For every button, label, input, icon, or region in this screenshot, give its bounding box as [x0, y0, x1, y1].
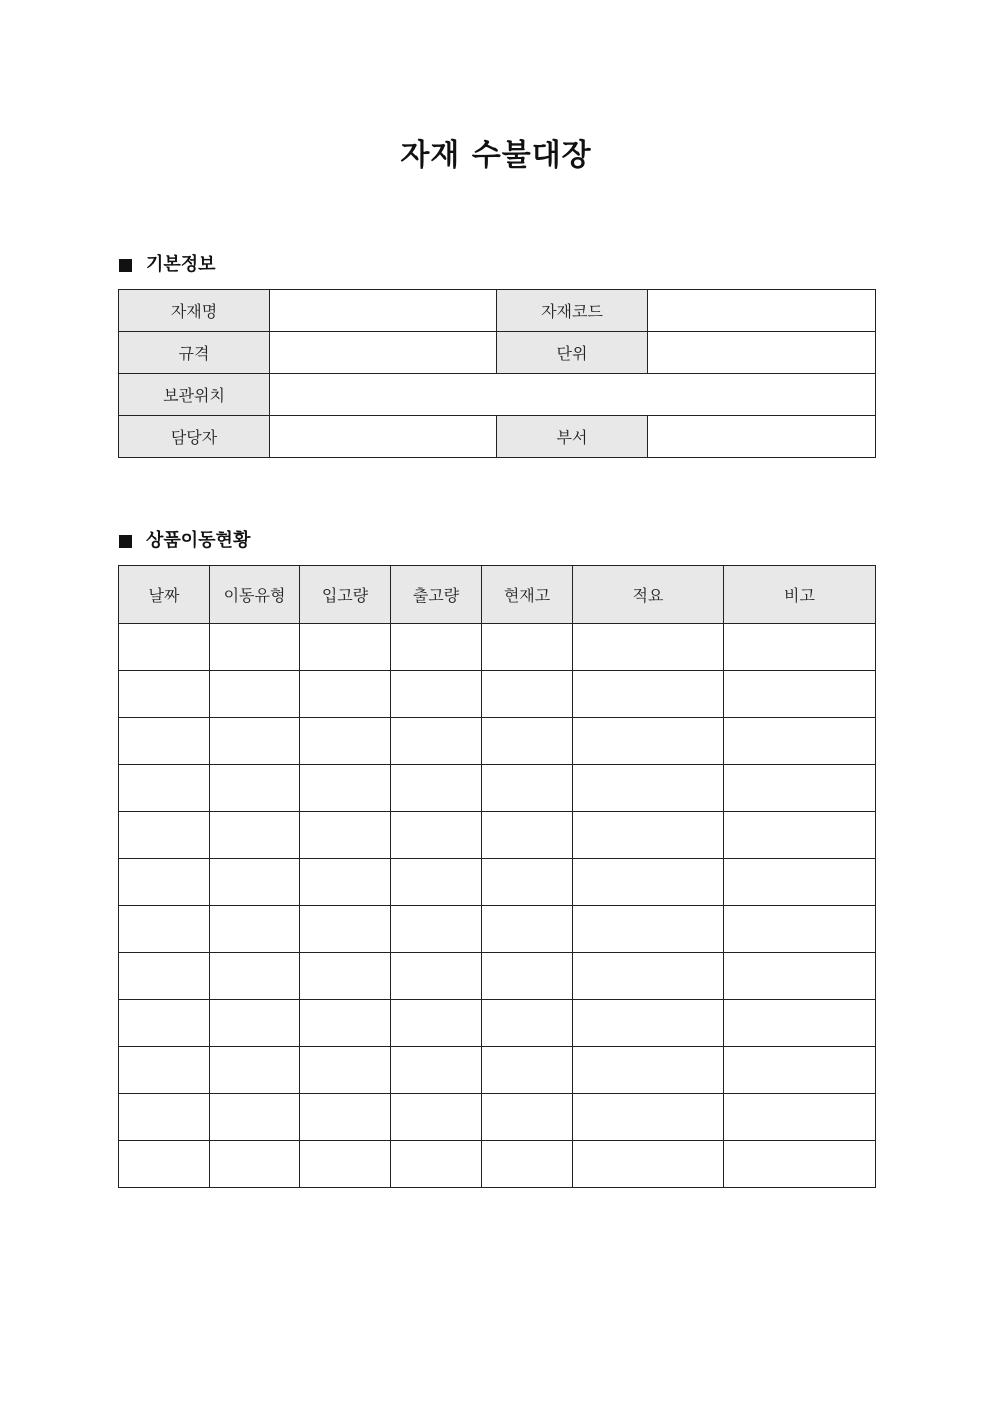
movement-type-cell[interactable] — [210, 1000, 300, 1047]
table-row — [119, 374, 876, 416]
department-label: 부서 — [497, 416, 648, 458]
movement-type-cell[interactable] — [210, 906, 300, 953]
current-stock-cell[interactable] — [482, 906, 573, 953]
section-heading-movement — [119, 528, 250, 554]
date-cell[interactable] — [119, 718, 210, 765]
outbound-qty-cell[interactable] — [391, 671, 482, 718]
remarks-cell[interactable] — [724, 671, 876, 718]
description-cell[interactable] — [573, 812, 724, 859]
date-cell[interactable] — [119, 624, 210, 671]
description-cell[interactable] — [573, 953, 724, 1000]
column-header-inbound-qty: 입고량 — [300, 566, 391, 624]
spec-label: 규격 — [119, 332, 270, 374]
current-stock-cell[interactable] — [482, 812, 573, 859]
column-header-remarks: 비고 — [724, 566, 876, 624]
remarks-cell[interactable] — [724, 718, 876, 765]
movement-type-cell[interactable] — [210, 859, 300, 906]
inbound-qty-cell[interactable] — [300, 859, 391, 906]
description-cell[interactable] — [573, 859, 724, 906]
movement-table — [118, 565, 876, 1188]
date-cell[interactable] — [119, 859, 210, 906]
column-header-date: 날짜 — [119, 566, 210, 624]
current-stock-cell[interactable] — [482, 1047, 573, 1094]
inbound-qty-cell[interactable] — [300, 1047, 391, 1094]
section-heading-label: 기본정보 — [146, 254, 216, 275]
date-cell[interactable] — [119, 1047, 210, 1094]
description-cell[interactable] — [573, 1047, 724, 1094]
spec-field[interactable] — [270, 332, 497, 374]
table-row — [119, 906, 876, 953]
remarks-cell[interactable] — [724, 812, 876, 859]
date-cell[interactable] — [119, 1000, 210, 1047]
storage-location-label: 보관위치 — [119, 374, 270, 416]
outbound-qty-cell[interactable] — [391, 624, 482, 671]
table-row — [119, 1141, 876, 1188]
remarks-cell[interactable] — [724, 953, 876, 1000]
description-cell[interactable] — [573, 906, 724, 953]
storage-location-field[interactable] — [270, 374, 876, 416]
table-row — [119, 718, 876, 765]
movement-type-cell[interactable] — [210, 671, 300, 718]
column-header-description: 적요 — [573, 566, 724, 624]
current-stock-cell[interactable] — [482, 765, 573, 812]
current-stock-cell[interactable] — [482, 1141, 573, 1188]
column-header-current-stock: 현재고 — [482, 566, 573, 624]
table-row — [119, 290, 876, 332]
description-cell[interactable] — [573, 1000, 724, 1047]
material-name-label: 자재명 — [119, 290, 270, 332]
movement-type-cell[interactable] — [210, 1141, 300, 1188]
remarks-cell[interactable] — [724, 906, 876, 953]
table-header-row — [119, 566, 876, 624]
inbound-qty-cell[interactable] — [300, 671, 391, 718]
current-stock-cell[interactable] — [482, 624, 573, 671]
movement-type-cell[interactable] — [210, 812, 300, 859]
outbound-qty-cell[interactable] — [391, 765, 482, 812]
current-stock-cell[interactable] — [482, 859, 573, 906]
section-heading-label: 상품이동현황 — [146, 530, 251, 551]
outbound-qty-cell[interactable] — [391, 1094, 482, 1141]
inbound-qty-cell[interactable] — [300, 1141, 391, 1188]
section-heading-basic-info — [119, 252, 216, 278]
description-cell[interactable] — [573, 1094, 724, 1141]
movement-table-body — [119, 624, 876, 1188]
table-row — [119, 812, 876, 859]
description-cell[interactable] — [573, 765, 724, 812]
unit-field[interactable] — [648, 332, 876, 374]
square-bullet-icon — [119, 535, 132, 548]
inbound-qty-cell[interactable] — [300, 953, 391, 1000]
material-name-field[interactable] — [270, 290, 497, 332]
description-cell[interactable] — [573, 1141, 724, 1188]
description-cell[interactable] — [573, 671, 724, 718]
table-row — [119, 1047, 876, 1094]
inbound-qty-cell[interactable] — [300, 906, 391, 953]
movement-type-cell[interactable] — [210, 1047, 300, 1094]
date-cell[interactable] — [119, 906, 210, 953]
remarks-cell[interactable] — [724, 1000, 876, 1047]
date-cell[interactable] — [119, 1094, 210, 1141]
material-code-field[interactable] — [648, 290, 876, 332]
manager-label: 담당자 — [119, 416, 270, 458]
outbound-qty-cell[interactable] — [391, 718, 482, 765]
inbound-qty-cell[interactable] — [300, 1094, 391, 1141]
table-row — [119, 671, 876, 718]
outbound-qty-cell[interactable] — [391, 953, 482, 1000]
movement-type-cell[interactable] — [210, 718, 300, 765]
remarks-cell[interactable] — [724, 1141, 876, 1188]
square-bullet-icon — [119, 259, 132, 272]
current-stock-cell[interactable] — [482, 1000, 573, 1047]
movement-type-cell[interactable] — [210, 624, 300, 671]
date-cell[interactable] — [119, 671, 210, 718]
movement-type-cell[interactable] — [210, 1094, 300, 1141]
outbound-qty-cell[interactable] — [391, 1000, 482, 1047]
description-cell[interactable] — [573, 624, 724, 671]
description-cell[interactable] — [573, 718, 724, 765]
table-row — [119, 953, 876, 1000]
inbound-qty-cell[interactable] — [300, 1000, 391, 1047]
current-stock-cell[interactable] — [482, 953, 573, 1000]
remarks-cell[interactable] — [724, 624, 876, 671]
table-row — [119, 765, 876, 812]
outbound-qty-cell[interactable] — [391, 812, 482, 859]
manager-field[interactable] — [270, 416, 497, 458]
table-row — [119, 332, 876, 374]
table-row — [119, 859, 876, 906]
unit-label: 단위 — [497, 332, 648, 374]
material-code-label: 자재코드 — [497, 290, 648, 332]
remarks-cell[interactable] — [724, 1094, 876, 1141]
column-header-outbound-qty: 출고량 — [391, 566, 482, 624]
table-row — [119, 1094, 876, 1141]
date-cell[interactable] — [119, 1141, 210, 1188]
date-cell[interactable] — [119, 765, 210, 812]
inbound-qty-cell[interactable] — [300, 624, 391, 671]
outbound-qty-cell[interactable] — [391, 1047, 482, 1094]
remarks-cell[interactable] — [724, 1047, 876, 1094]
movement-type-cell[interactable] — [210, 953, 300, 1000]
inbound-qty-cell[interactable] — [300, 765, 391, 812]
outbound-qty-cell[interactable] — [391, 1141, 482, 1188]
current-stock-cell[interactable] — [482, 718, 573, 765]
basic-info-table — [118, 289, 876, 458]
table-row — [119, 1000, 876, 1047]
department-field[interactable] — [648, 416, 876, 458]
date-cell[interactable] — [119, 812, 210, 859]
current-stock-cell[interactable] — [482, 1094, 573, 1141]
table-row — [119, 416, 876, 458]
inbound-qty-cell[interactable] — [300, 718, 391, 765]
document-title: 자재 수불대장 — [400, 138, 592, 173]
inbound-qty-cell[interactable] — [300, 812, 391, 859]
remarks-cell[interactable] — [724, 765, 876, 812]
outbound-qty-cell[interactable] — [391, 859, 482, 906]
remarks-cell[interactable] — [724, 859, 876, 906]
column-header-movement-type: 이동유형 — [210, 566, 300, 624]
current-stock-cell[interactable] — [482, 671, 573, 718]
outbound-qty-cell[interactable] — [391, 906, 482, 953]
date-cell[interactable] — [119, 953, 210, 1000]
movement-type-cell[interactable] — [210, 765, 300, 812]
table-row — [119, 624, 876, 671]
